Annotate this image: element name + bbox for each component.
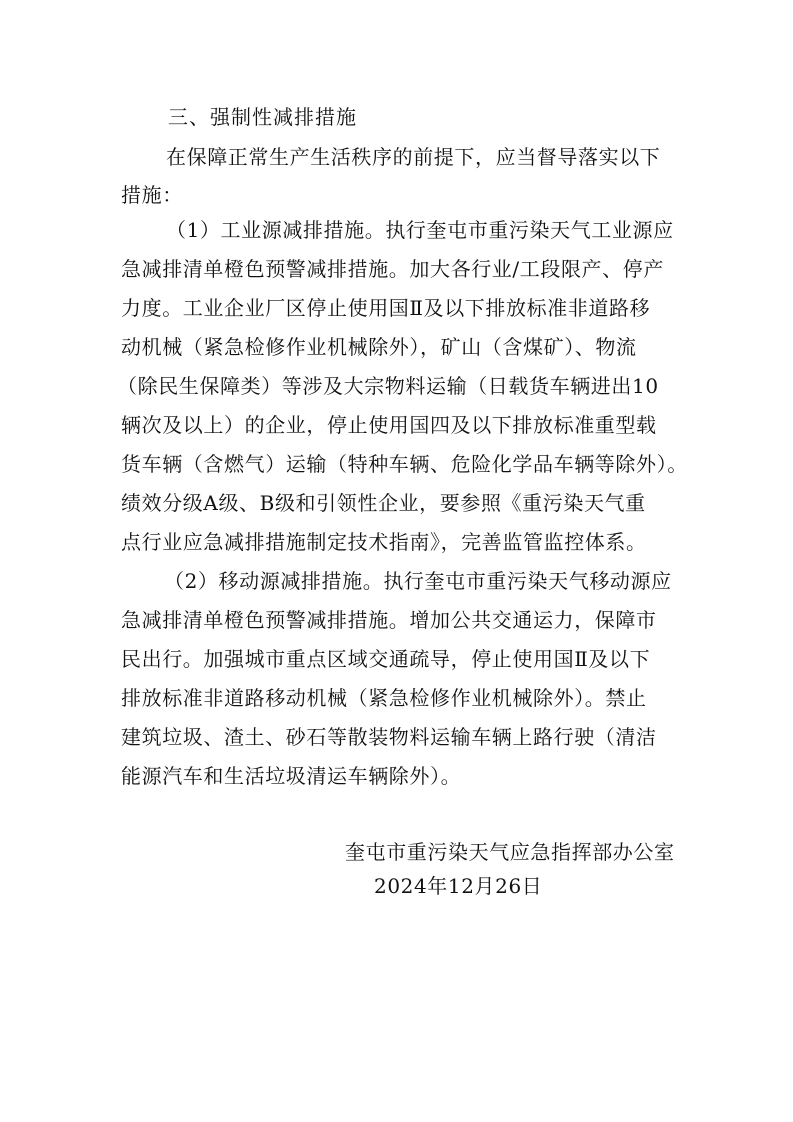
- issue-date: 2024年12月26日: [374, 874, 543, 898]
- paragraph-1-line-2: 急减排清单橙色预警减排措施。加大各行业/工段限产、停产: [121, 257, 664, 281]
- paragraph-2-line-5: 建筑垃圾、渣土、砂石等散装物料运输车辆上路行驶（清洁: [121, 725, 657, 749]
- issuer-name: 奎屯市重污染天气应急指挥部办公室: [345, 840, 675, 864]
- paragraph-2-line-6: 能源汽车和生活垃圾清运车辆除外）。: [121, 764, 462, 788]
- section-heading: 三、强制性减排措施: [168, 105, 357, 129]
- paragraph-2-line-1: （2）移动源减排措施。执行奎屯市重污染天气移动源应: [164, 569, 672, 593]
- paragraph-1-line-1: （1）工业源减排措施。执行奎屯市重污染天气工业源应: [166, 218, 674, 242]
- intro-line-2: 措施：: [121, 183, 183, 207]
- paragraph-1-line-4: 动机械（紧急检修作业机械除外），矿山（含煤矿）、物流: [121, 335, 637, 359]
- paragraph-2-line-2: 急减排清单橙色预警减排措施。增加公共交通运力，保障市: [121, 608, 657, 632]
- paragraph-2-line-3: 民出行。加强城市重点区域交通疏导，停止使用国Ⅱ及以下: [121, 647, 651, 671]
- paragraph-1-line-5: （除民生保障类）等涉及大宗物料运输（日载货车辆进出10: [117, 374, 659, 398]
- paragraph-1-line-9: 点行业应急减排措施制定技术指南》，完善监管监控体系。: [121, 530, 647, 554]
- paragraph-2-line-4: 排放标准非道路移动机械（紧急检修作业机械除外）。禁止: [121, 686, 647, 710]
- paragraph-1-line-3: 力度。工业企业厂区停止使用国Ⅱ及以下排放标准非道路移: [121, 296, 651, 320]
- paragraph-1-line-7: 货车辆（含燃气）运输（特种车辆、危险化学品车辆等除外）。: [121, 452, 688, 476]
- intro-line-1: 在保障正常生产生活秩序的前提下，应当督导落实以下: [166, 145, 661, 169]
- paragraph-1-line-6: 辆次及以上）的企业，停止使用国四及以下排放标准重型载: [121, 413, 657, 437]
- paragraph-1-line-8: 绩效分级A级、B级和引领性企业，要参照《重污染天气重: [121, 491, 646, 515]
